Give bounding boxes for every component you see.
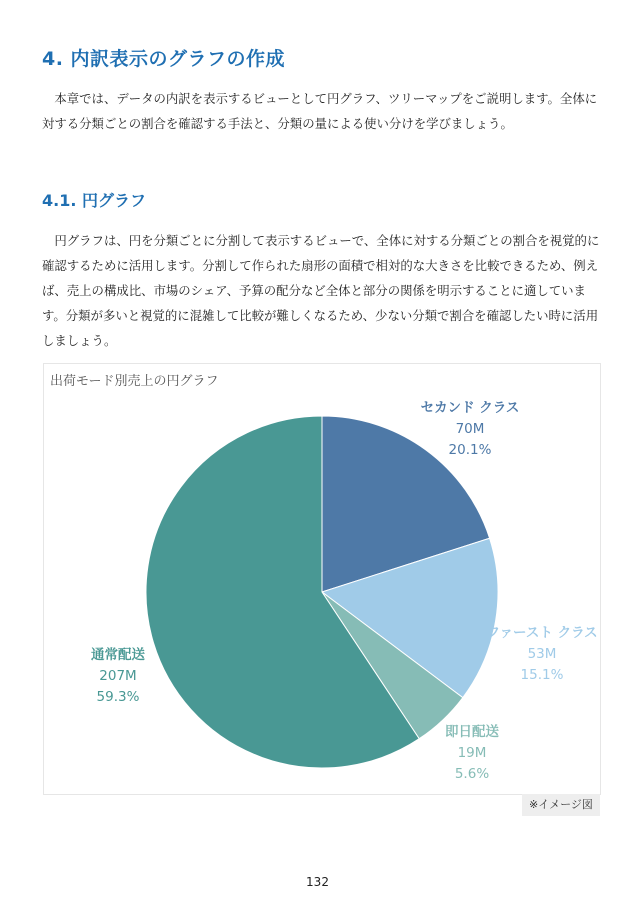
chart-title: 出荷モード別売上の円グラフ — [50, 374, 219, 389]
slice-label-percent: 15.1% — [520, 667, 564, 683]
slice-label-value: 70M — [455, 421, 485, 437]
slice-label-name: ファースト クラス — [486, 625, 598, 641]
slice-label-name: セカンド クラス — [420, 400, 520, 416]
pie-chart — [44, 364, 600, 794]
slice-label-value: 19M — [457, 745, 487, 761]
slice-label-name: 通常配送 — [91, 647, 145, 663]
slice-label-value: 207M — [99, 668, 137, 684]
body-paragraph: 円グラフは、円を分類ごとに分割して表示するビューで、全体に対する分類ごとの割合を視覚的に確認するために活用します。分割して作られた扇形の面積で相対的な大きさを比較できるため、例えば、売上の構成比、市場のシェア、予算の配分など全体と部分の関係を明示することに適しています。分類が多いと視覚的に混雑して比較が難しくなるため、少ない分類で割合を確認したい時に活用しましょう。 — [42, 233, 600, 348]
section-heading: 4.1. 円グラフ — [42, 191, 146, 210]
slice-label-name: 即日配送 — [445, 724, 499, 740]
slice-label-percent: 20.1% — [448, 442, 492, 458]
slice-label-percent: 5.6% — [454, 766, 490, 782]
slice-label-percent: 59.3% — [96, 689, 140, 705]
image-note: ※イメージ図 — [522, 794, 600, 816]
intro-paragraph: 本章では、データの内訳を表示するビューとして円グラフ、ツリーマップをご説明します。全体に対する分類ごとの割合を確認する手法と、分類の量による使い分けを学びましょう。 — [42, 91, 598, 131]
slice-label-value: 53M — [527, 646, 557, 662]
page-number: 132 — [306, 875, 329, 889]
chapter-heading: 4. 内訳表示のグラフの作成 — [42, 48, 286, 70]
pie-chart-panel — [43, 363, 601, 795]
